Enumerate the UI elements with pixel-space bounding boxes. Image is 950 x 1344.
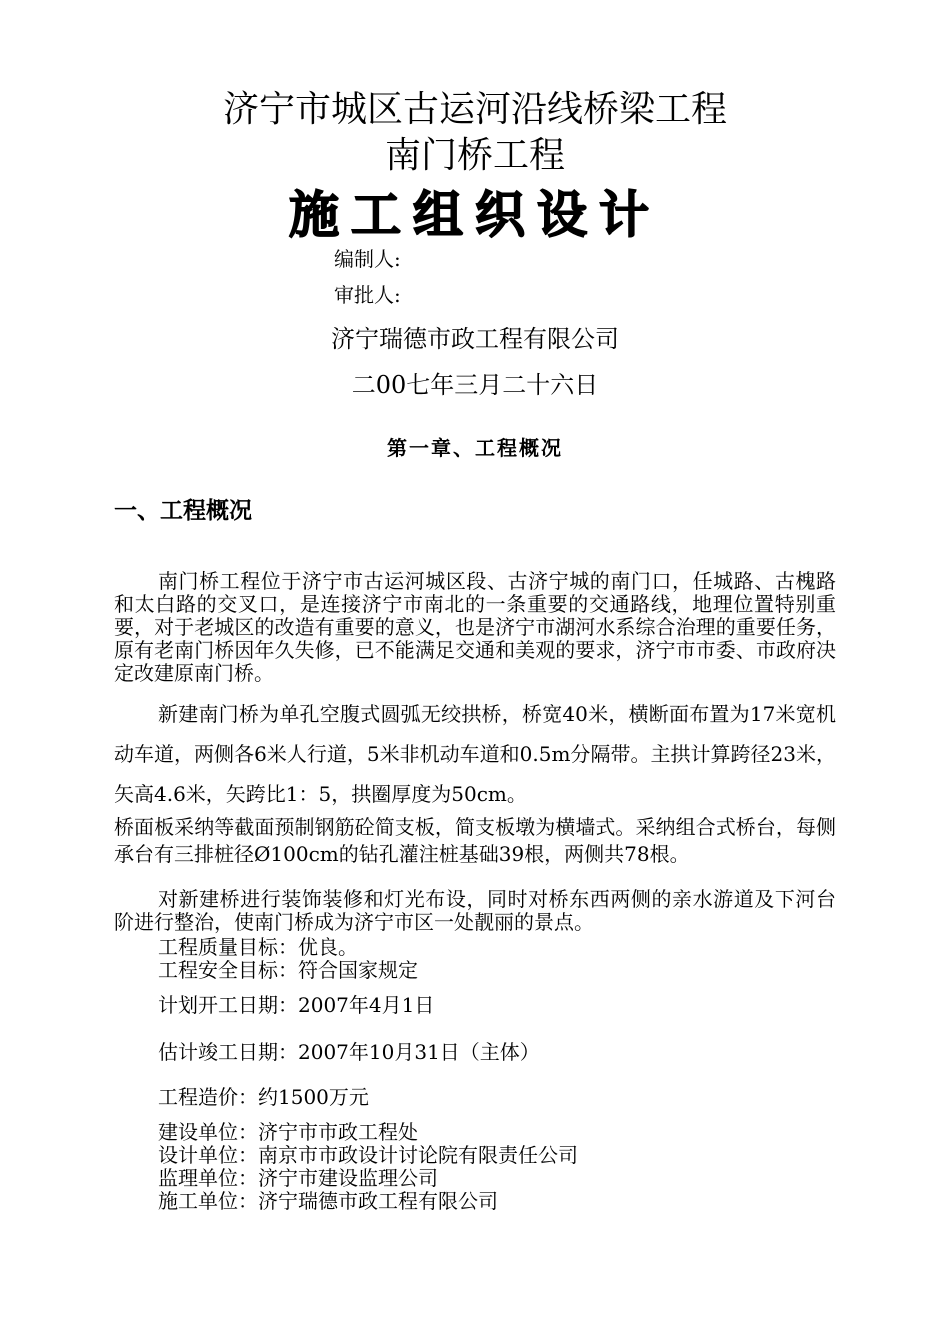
design-unit: 设计单位：南京市市政设计讨论院有限责任公司 — [158, 1143, 578, 1167]
quality-target: 工程质量目标：优良。 — [158, 935, 358, 959]
owner-unit: 建设单位：济宁市市政工程处 — [158, 1120, 418, 1144]
project-title-line1: 济宁市城区古运河沿线桥梁工程 — [222, 89, 727, 130]
paragraph-decoration: 对新建桥进行装饰装修和灯光布设，同时对桥东西两侧的亲水游道及下河台阶进行整治，使南门桥成为济宁市区一处靓丽的景点。 — [114, 887, 836, 934]
document-date: 二00七年三月二十六日 — [351, 371, 599, 399]
estimated-completion-date: 估计竣工日期：2007年10月31日（主体） — [158, 1040, 540, 1064]
project-title-line2: 南门桥工程 — [384, 135, 565, 176]
safety-target: 工程安全目标：符合国家规定 — [158, 958, 418, 982]
approver-label: 审批人: — [334, 283, 401, 307]
company-name: 济宁瑞德市政工程有限公司 — [331, 325, 619, 353]
paragraph-location: 南门桥工程位于济宁市古运河城区段、古济宁城的南门口，任城路、古槐路和太白路的交叉口，是连接济宁市南北的一条重要的交通路线，地理位置特别重要，对于老城区的改造有重要的意义，也是济宁市湖河水系综合治理的重要任务，原有老南门桥因年久失修，已不能满足交通和美观的要求，济宁市市委、市政府决定改建原南门桥。 — [114, 569, 836, 685]
chapter-heading: 第一章、工程概况 — [387, 436, 563, 460]
section-heading: 一、工程概况 — [114, 498, 252, 524]
document-main-title: 施工组织设计 — [289, 186, 661, 244]
paragraph-bridge-structure: 新建南门桥为单孔空腹式圆弧无绞拱桥，桥宽40米，横断面布置为17米宽机动车道，两侧各6米人行道，5米非机动车道和0.5m分隔带。主拱计算跨径23米，矢高4.6米，矢跨比1：5，拱圈厚度为50cm。 — [114, 702, 836, 806]
supervision-unit: 监理单位：济宁市建设监理公司 — [158, 1166, 438, 1190]
planned-start-date: 计划开工日期：2007年4月1日 — [158, 993, 435, 1017]
compiler-label: 编制人: — [334, 247, 401, 271]
construction-unit: 施工单位：济宁瑞德市政工程有限公司 — [158, 1189, 498, 1213]
project-cost: 工程造价：约1500万元 — [158, 1085, 369, 1109]
paragraph-bridge-foundation: 桥面板采纳等截面预制钢筋砼简支板，简支板墩为横墙式。采纳组合式桥台，每侧承台有三排桩径Ø100cm的钻孔灌注桩基础39根，两侧共78根。 — [114, 815, 836, 866]
